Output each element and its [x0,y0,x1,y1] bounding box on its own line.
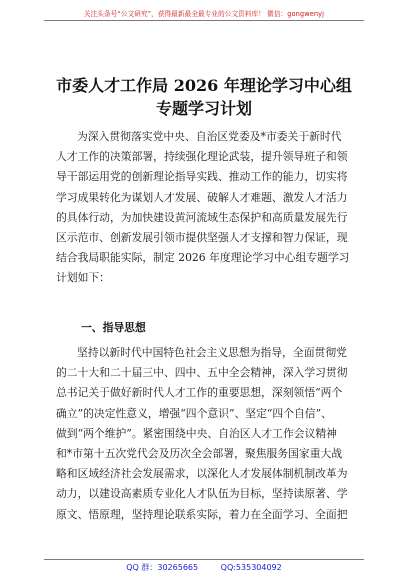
intro-line: 结合我局职能实际，制定 2026 年度理论学习中心组专题学习 [56,251,350,265]
body-line: 确立”的决定性意义，增强“四个意识”、坚定“四个自信”、 [56,406,332,420]
footer-contact [44,562,364,573]
header-divider [44,20,364,21]
intro-line: 区示范市、创新发展引领市提供坚强人才支撑和智力保证，现 [56,230,348,244]
footer-qq-group: QQ 群：30265665 [126,563,199,572]
intro-line: 导干部运用党的创新理论指导实践、推动工作的能力，切实将 [56,170,348,184]
body-line: 和*市第十五次党代会及历次全会部署，聚焦服务国家重大战 [56,446,343,460]
intro-line: 计划如下： [56,271,110,285]
intro-paragraph [56,127,356,289]
document-title-line-1: 市委人才工作局 2026 年理论学习中心组 [56,76,352,95]
document-title-line-2: 专题学习计划 [155,99,252,118]
body-line: 原文、悟原理，坚持理论联系实际，着力在全面学习、全面把 [56,507,348,521]
body-line: 做到“两个维护”。紧密围绕中央、自治区人才工作会议精神 [56,426,337,440]
body-line: 坚持以新时代中国特色社会主义思想为指导，全面贯彻党 [77,346,347,359]
header-banner: 关注头条号“公文研究”，获得最新最全最专业的公文资料库！ 微信：gongwenyj [83,10,325,18]
intro-line: 为深入贯彻落实党中央、自治区党委及*市委关于新时代 [77,130,342,143]
footer-qq-number: QQ:535304092 [220,563,282,572]
guiding-ideology-paragraph [56,343,356,525]
intro-line: 学习成果转化为谋划人才发展、破解人才难题、激发人才活力 [56,190,348,204]
section-heading-guiding-ideology: 一、指导思想 [81,321,146,334]
intro-line: 人才工作的决策部署，持续强化理论武装，提升领导班子和领 [56,150,348,164]
intro-line: 的具体行动，为加快建设黄河流域生态保护和高质量发展先行 [56,210,348,224]
footer-divider [44,559,364,560]
body-line: 的二十大和二十届三中、四中、五中全会精神，深入学习贯彻 [56,366,348,380]
body-line: 总书记关于做好新时代人才工作的重要思想，深刻领悟“两个 [56,386,343,400]
body-line: 略和区域经济社会发展需求，以深化人才发展体制机制改革为 [56,467,348,481]
body-line: 动力，以建设高素质专业化人才队伍为目标，坚持读原著、学 [56,487,348,501]
